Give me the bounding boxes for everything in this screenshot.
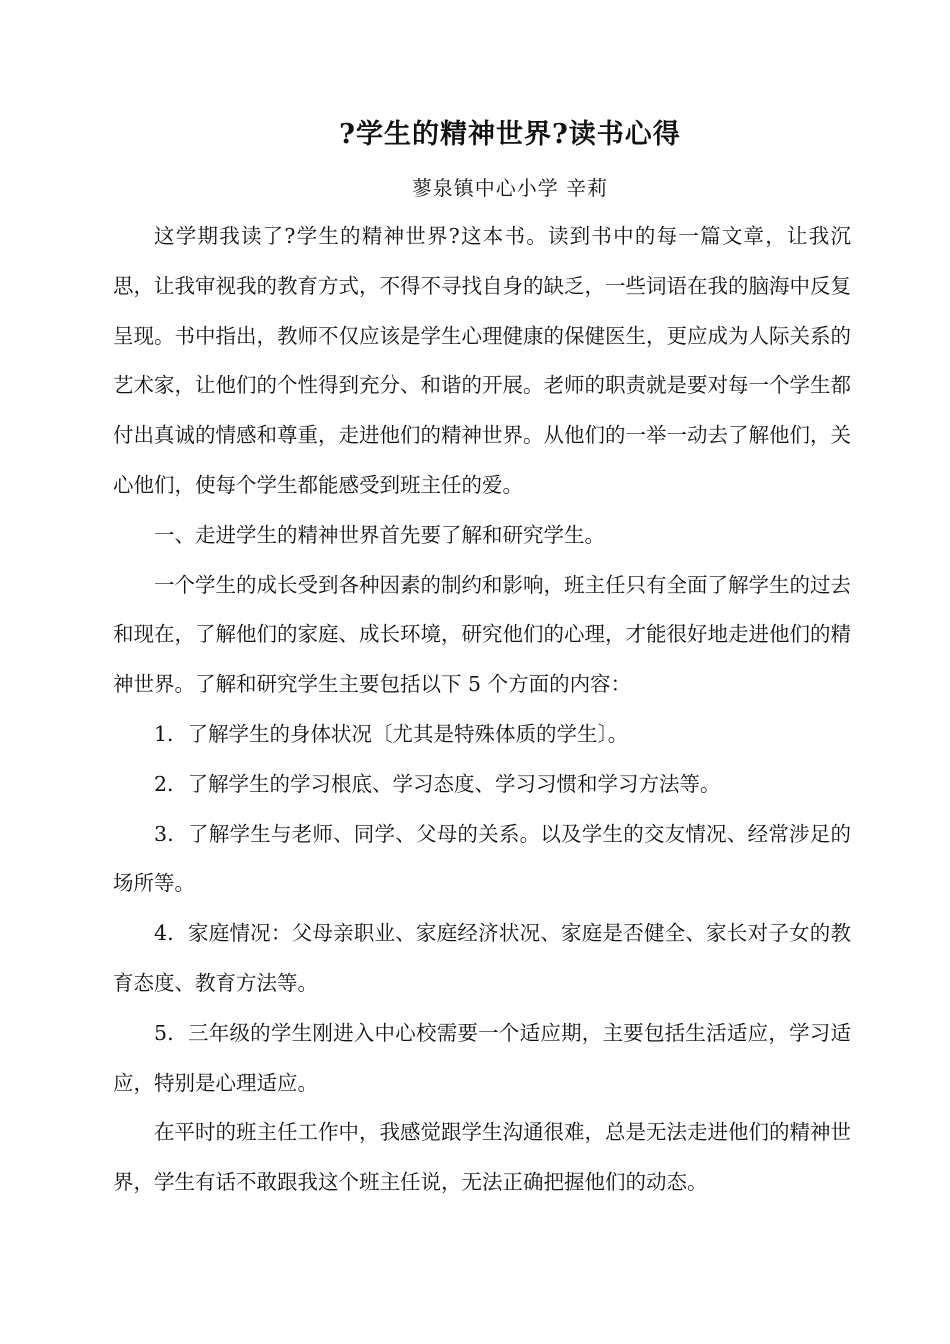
paragraph: 在平时的班主任工作中，我感觉跟学生沟通很难，总是无法走进他们的精神世界，学生有话不敢跟我这个班主任说，无法正确把握他们的动态。 — [113, 1120, 851, 1195]
list-item: 4．家庭情况：父母亲职业、家庭经济状况、家庭是否健全、家长对子女的教育态度、教育方法等。 — [113, 921, 851, 995]
list-item: 2．了解学生的学习根底、学习态度、学习习惯和学习方法等。 — [154, 771, 721, 796]
paragraph: 一、走进学生的精神世界首先要了解和研究学生。 — [154, 522, 605, 547]
paragraph: 一个学生的成长受到各种因素的制约和影响，班主任只有全面了解学生的过去和现在，了解他们的家庭、成长环境，研究他们的心理，才能很好地走进他们的精神世界。了解和研究学生主要包括以下 5 个方面的内容： — [113, 572, 851, 697]
list-item: 1．了解学生的身体状况〔尤其是特殊体质的学生〕。 — [154, 721, 629, 746]
list-item: 5．三年级的学生刚进入中心校需要一个适应期，主要包括生活适应，学习适应，特别是心理适应。 — [113, 1020, 851, 1095]
document-title: ?学生的精神世界?读书心得 — [339, 119, 681, 150]
list-item: 3．了解学生与老师、同学、父母的关系。以及学生的交友情况、经常涉足的场所等。 — [113, 821, 851, 896]
paragraph: 这学期我读了?学生的精神世界?这本书。读到书中的每一篇文章，让我沉思，让我审视我的教育方式，不得不寻找自身的缺乏，一些词语在我的脑海中反复呈现。书中指出，教师不仅应该是学生心理健康的保健医生，更应成为人际关系的艺术家，让他们的个性得到充分、和谐的开展。老师的职责就是要对每一个学生都付出真诚的情感和尊重，走进他们的精神世界。从他们的一举一动去了解他们，关心他们，使每个学生都能感受到班主任的爱。 — [113, 224, 851, 497]
author-byline: 蓼泉镇中心小学 辛莉 — [411, 176, 609, 200]
document-body — [113, 212, 851, 1208]
